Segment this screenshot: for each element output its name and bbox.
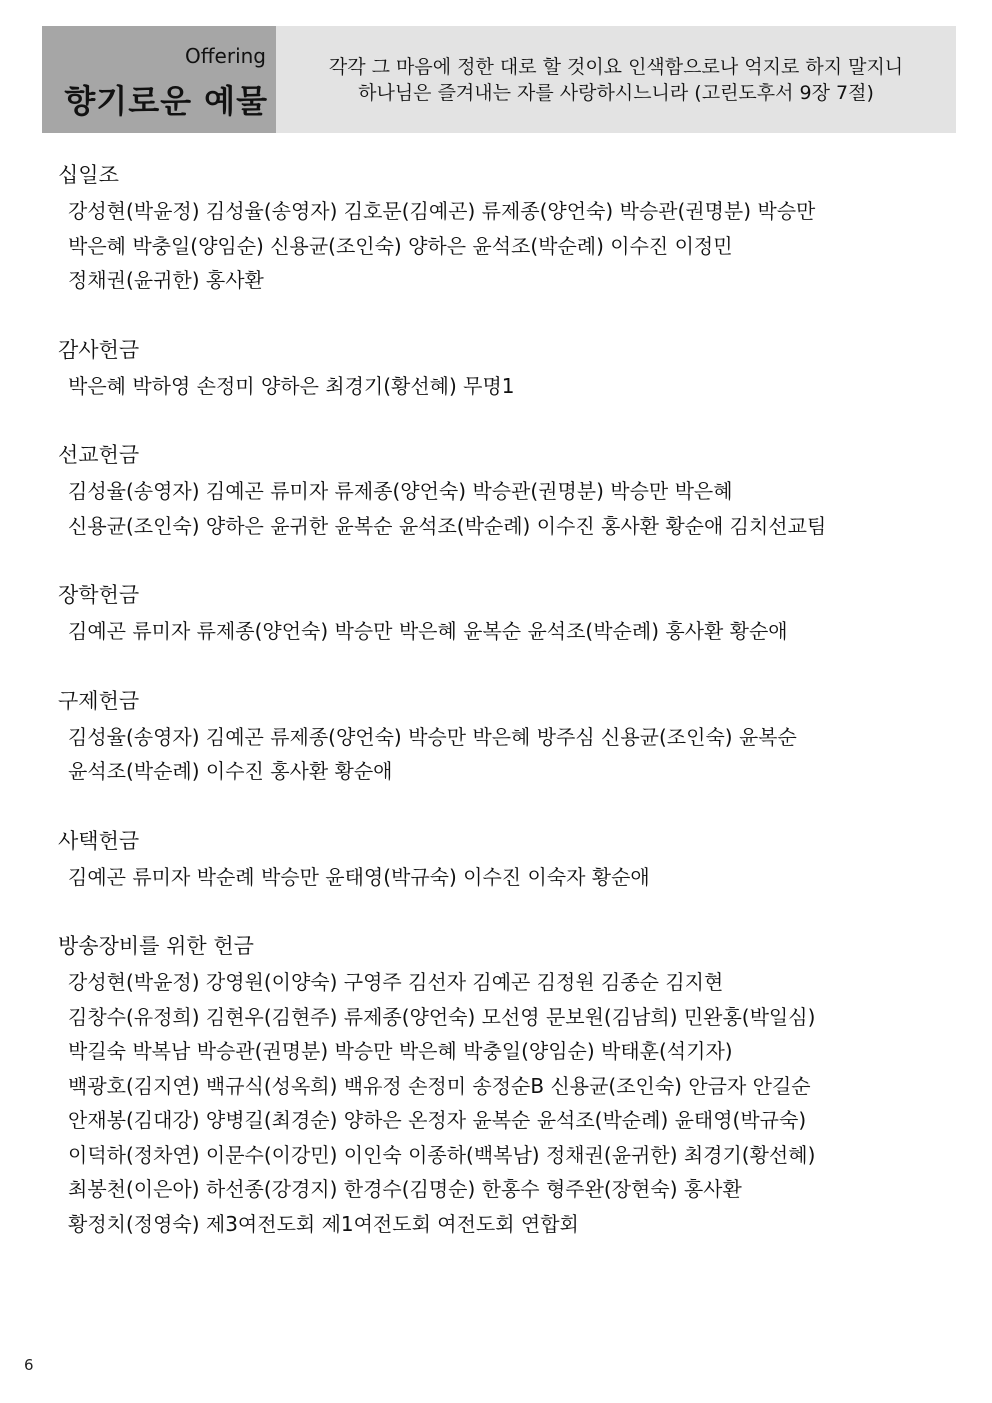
section-title: 방송장비를 위한 헌금 [58, 934, 254, 958]
section-broadcast-equipment [58, 931, 958, 1241]
donor-line: 신용균(조인숙) 양하은 윤귀한 윤복순 윤석조(박순례) 이수진 홍사환 황순애 김치선교팀 [68, 513, 827, 538]
section-thanksgiving [58, 335, 958, 404]
donor-line: 이덕하(정차연) 이문수(이강민) 이인숙 이종하(백복남) 정채권(윤귀한) 최경기(황선혜) [68, 1142, 816, 1167]
donor-line: 김예곤 류미자 박순례 박승만 윤태영(박규숙) 이수진 이숙자 황순애 [68, 864, 650, 889]
donor-line: 강성현(박윤정) 김성율(송영자) 김호문(김예곤) 류제종(양언숙) 박승관(권명분) 박승만 [68, 199, 816, 223]
donor-line: 김성율(송영자) 김예곤 류미자 류제종(양언숙) 박승관(권명분) 박승만 박은혜 [68, 479, 733, 503]
section-title: 감사헌금 [58, 337, 140, 362]
donor-line: 김성율(송영자) 김예곤 류제종(양언숙) 박승만 박은혜 방주심 신용균(조인숙) 윤복순 [68, 724, 797, 749]
donor-line: 백광호(김지연) 백규식(성옥희) 백유정 손정미 송정순B 신용균(조인숙) 안금자 안길순 [68, 1073, 811, 1098]
donor-line: 강성현(박윤정) 강영원(이양숙) 구영주 김선자 김예곤 김정원 김종순 김지현 [68, 970, 724, 994]
section-relief [58, 686, 958, 789]
section-tithe [58, 160, 958, 298]
page-number: 6 [24, 1356, 34, 1374]
donor-line: 박길숙 박복남 박승관(권명분) 박승만 박은혜 박충일(양임순) 박태훈(석기자) [68, 1039, 733, 1063]
section-title: 장학헌금 [58, 583, 140, 607]
donor-line: 김예곤 류미자 류제종(양언숙) 박승만 박은혜 윤복순 윤석조(박순례) 홍사환 황순애 [68, 619, 788, 643]
donor-line: 황정치(정영숙) 제3여전도회 제1여전도회 여전도회 연합회 [68, 1211, 579, 1236]
page-header [42, 26, 956, 133]
donor-line: 정채권(윤귀한) 홍사환 [68, 268, 264, 292]
donor-line: 박은혜 박하영 손정미 양하은 최경기(황선혜) 무명1 [68, 373, 515, 398]
donor-line: 박은혜 박충일(양임순) 신용균(조인숙) 양하은 윤석조(박순례) 이수진 이정민 [68, 233, 733, 258]
section-title: 선교헌금 [58, 443, 140, 467]
section-title: 구제헌금 [58, 688, 140, 713]
section-mission [58, 440, 958, 543]
title-english: Offering [185, 44, 266, 68]
section-title: 십일조 [58, 163, 119, 187]
donor-line: 안재봉(김대강) 양병길(최경순) 양하은 온정자 윤복순 윤석조(박순례) 윤태영(박규숙) [68, 1108, 807, 1132]
donor-line: 최봉천(이은아) 하선종(강경지) 한경수(김명순) 한홍수 형주완(장현숙) 홍사환 [68, 1177, 742, 1201]
donor-line: 김창수(유정희) 김현우(김현주) 류제종(양언숙) 모선영 문보원(김남희) 민완홍(박일심) [68, 1004, 816, 1029]
verse-line: 하나님은 즐겨내는 자를 사랑하시느니라 (고린도후서 9장 7절) [358, 81, 874, 104]
donor-line: 윤석조(박순례) 이수진 홍사환 황순애 [68, 759, 393, 783]
title-box [42, 26, 276, 133]
section-parsonage [58, 826, 958, 895]
offering-list [58, 160, 958, 1278]
section-title: 사택헌금 [58, 828, 140, 853]
page-title: 향기로운 예물 [64, 82, 268, 120]
section-scholarship [58, 580, 958, 649]
bible-verse [276, 26, 956, 133]
verse-line: 각각 그 마음에 정한 대로 할 것이요 인색함으로나 억지로 하지 말지니 [328, 55, 904, 78]
